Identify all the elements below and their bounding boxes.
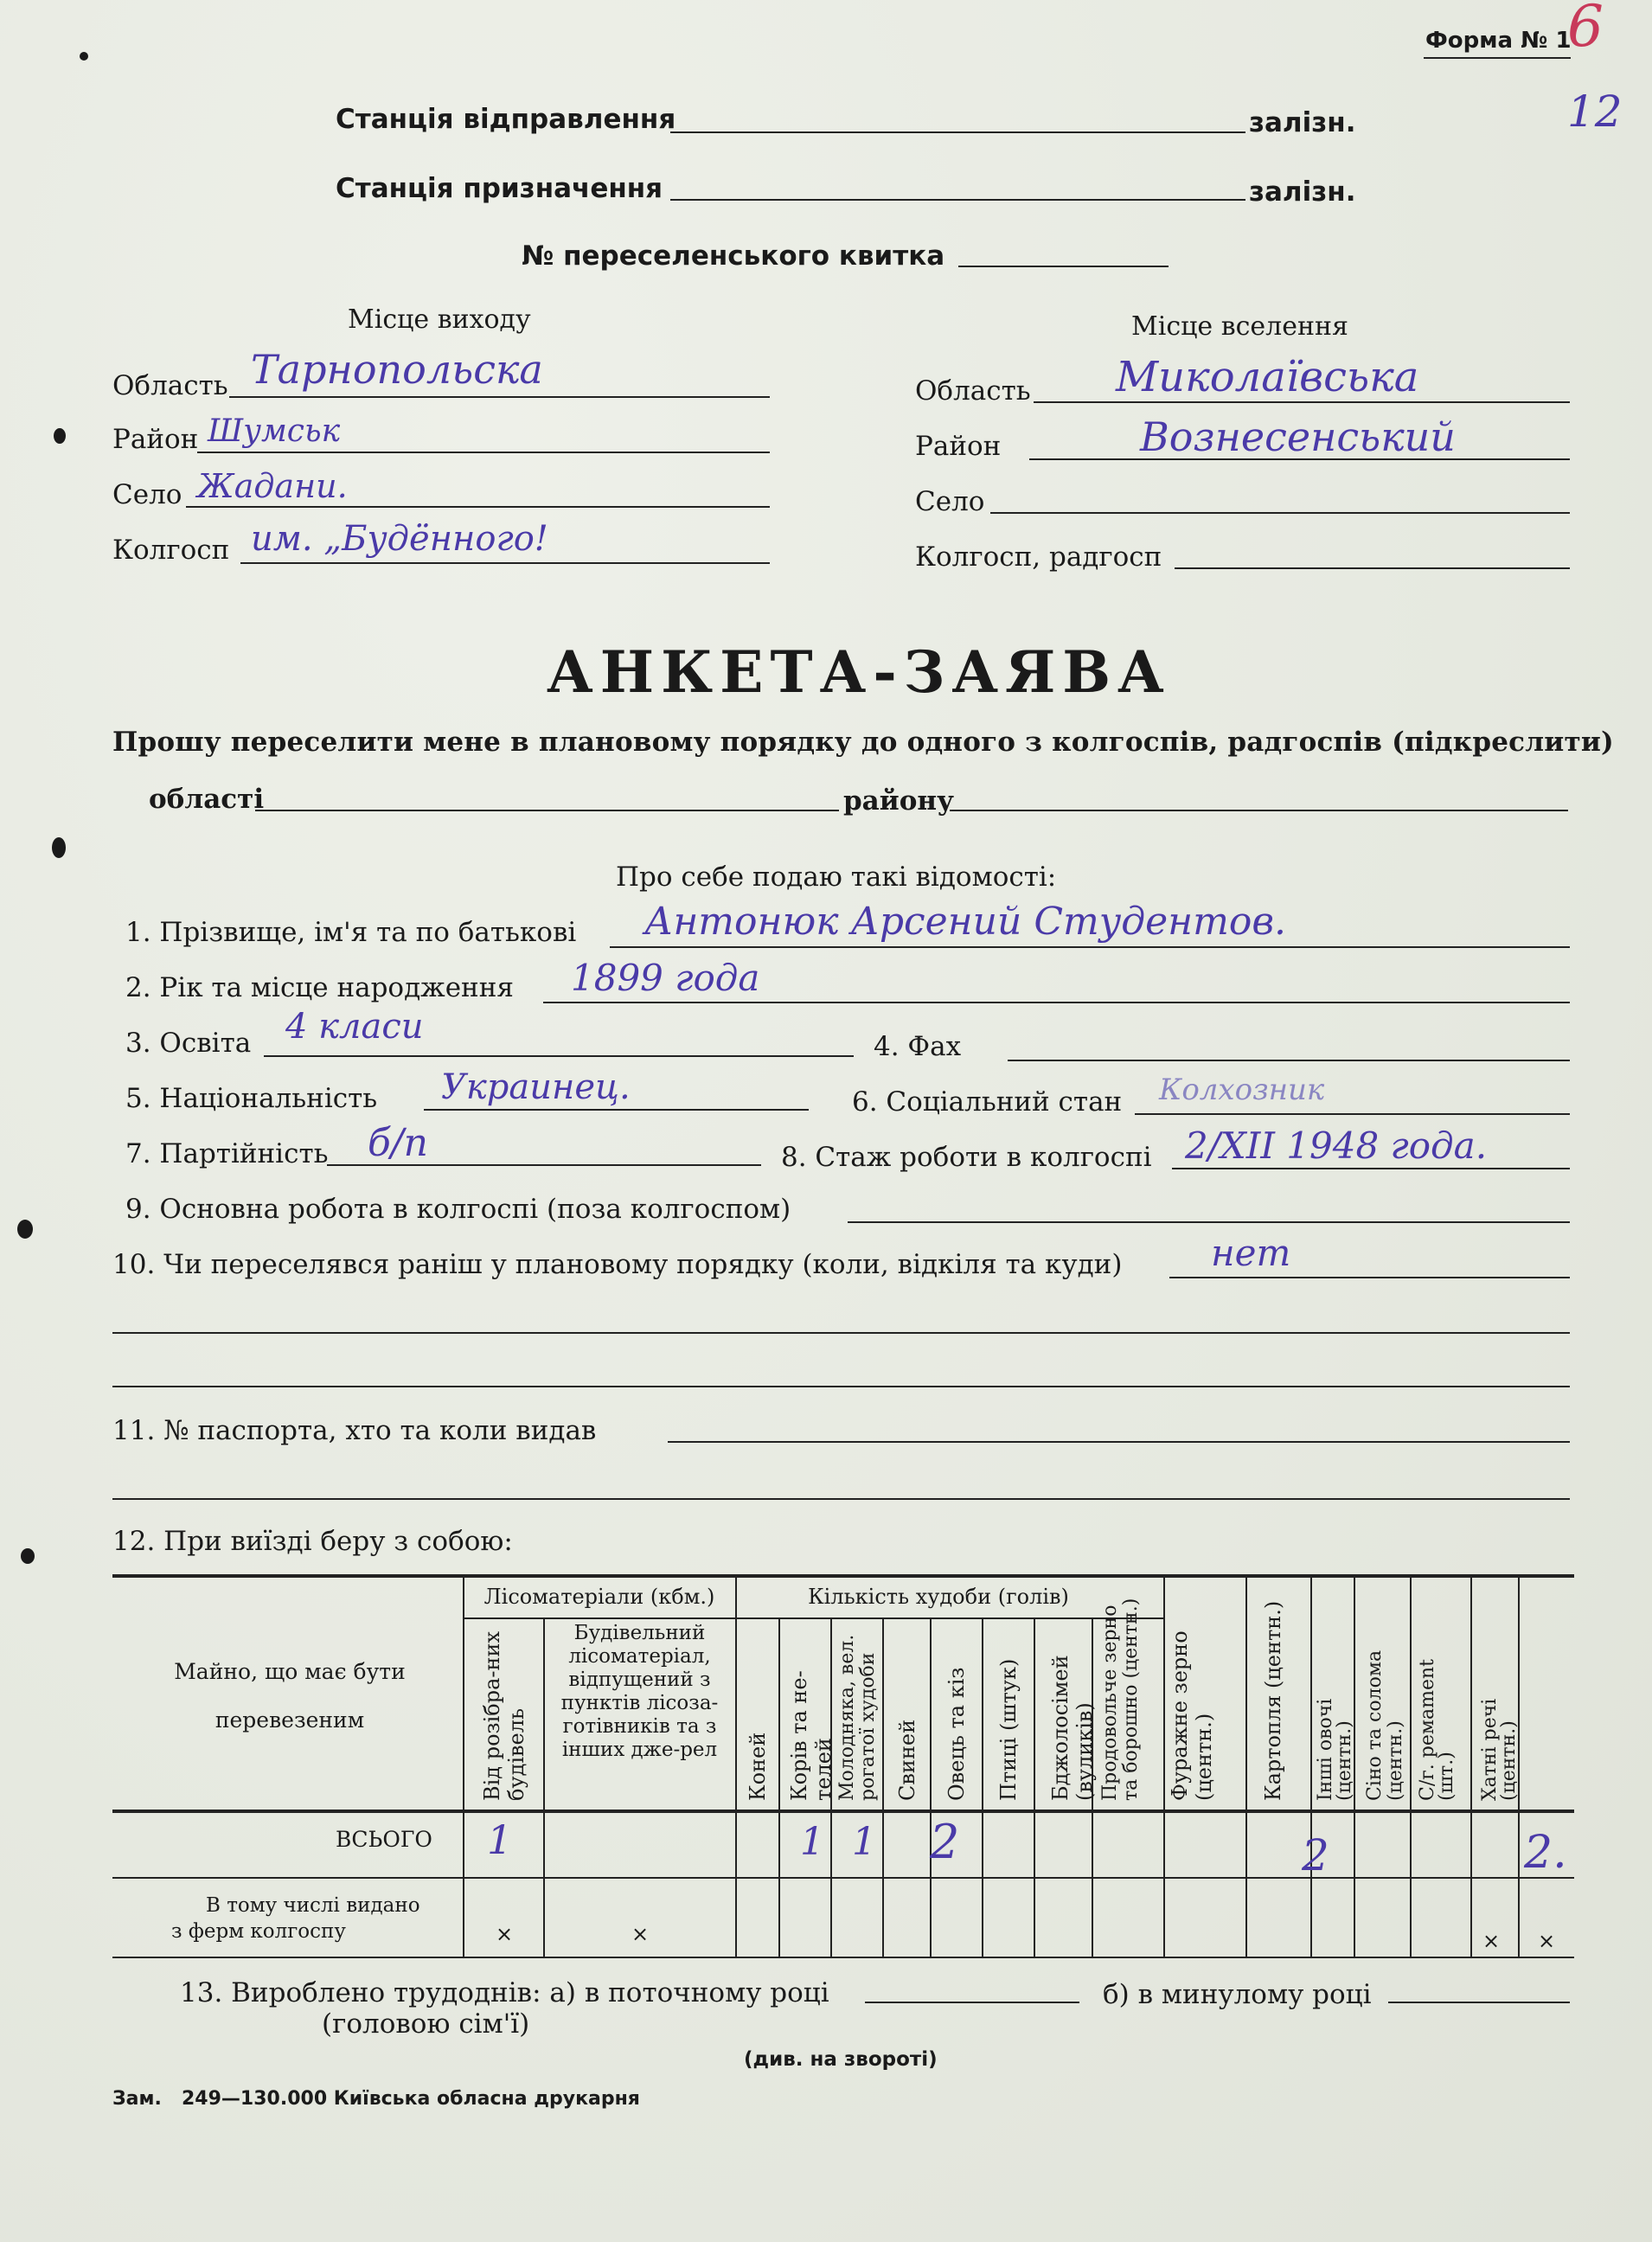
- origin-selo-value: Жадани.: [197, 467, 348, 505]
- printer-imprint: 249—130.000 Київська обласна друкарня: [182, 2088, 640, 2110]
- col-divider: [882, 1617, 884, 1958]
- col-fodder-header: Фуражне зерно (центн.): [1168, 1630, 1216, 1801]
- field-10-label: 10. Чи переселявся раніш у плановому порядку (коли, відкіля та куди): [112, 1249, 1123, 1280]
- col-divider: [1034, 1617, 1035, 1958]
- total-dismantled-value: 1: [487, 1816, 513, 1863]
- field-10-line: [1169, 1277, 1570, 1278]
- field-11-label: 11. № паспорта, хто та коли видав: [112, 1415, 597, 1446]
- farm-mark: ×: [631, 1922, 650, 1946]
- col-pigs-header: Свиней: [895, 1719, 919, 1801]
- col-divider: [1310, 1576, 1312, 1958]
- origin-kolhosp-label: Колгосп: [112, 535, 230, 566]
- origin-raion-value: Шумськ: [208, 413, 341, 449]
- row-total-label: ВСЬОГО: [336, 1827, 432, 1852]
- form-number: Форма № 1: [1425, 28, 1572, 54]
- request-oblast-line: [255, 810, 839, 811]
- workdays-prev-label: б) в минулому році: [1103, 1979, 1372, 2010]
- destination-raion-value: Вознесенський: [1140, 413, 1456, 460]
- request-oblast-label: області: [149, 784, 265, 815]
- livestock-group-header: Кількість худоби (голів): [808, 1585, 1069, 1609]
- total-pigs-value: 2: [930, 1815, 960, 1869]
- destination-kolhosp-line: [1175, 567, 1570, 569]
- form-suffix-handwritten: 6: [1567, 0, 1604, 60]
- origin-selo-line: [186, 506, 770, 508]
- field-2-value: 1899 года: [571, 957, 760, 999]
- col-divider: [778, 1617, 780, 1958]
- total-cows-value: 1: [800, 1820, 824, 1864]
- field-11-line-2: [112, 1498, 1570, 1500]
- col-cows-header: Корів та не-телей: [787, 1670, 836, 1801]
- punch-mark: [17, 1220, 33, 1239]
- resettlement-ticket-line: [958, 266, 1169, 267]
- destination-station-label: Станція призначення: [336, 173, 663, 204]
- field-7-label: 7. Партійність: [125, 1138, 329, 1169]
- punch-mark: [21, 1548, 35, 1564]
- row-farm-label-1: В тому числі видано: [206, 1894, 420, 1917]
- total-young-value: 1: [852, 1820, 876, 1864]
- field-3-label: 3. Освіта: [125, 1028, 252, 1059]
- origin-oblast-line: [229, 396, 770, 398]
- origin-kolhosp-line: [240, 562, 770, 564]
- col-horses-header: Коней: [746, 1732, 770, 1801]
- request-raion-label: району: [843, 785, 954, 817]
- farm-mark: ×: [1538, 1929, 1556, 1953]
- field-7-line: [327, 1164, 761, 1166]
- field-8-value: 2/XII 1948 года.: [1185, 1124, 1488, 1167]
- col-divider: [463, 1576, 464, 1958]
- col-divider: [1163, 1576, 1165, 1958]
- field-10-line-3: [112, 1386, 1570, 1387]
- col-property-header: Майно, що має бути перевезеним: [174, 1659, 406, 1733]
- field-10-line-2: [112, 1332, 1570, 1334]
- railway-label: залізн.: [1249, 176, 1356, 208]
- col-divider: [982, 1617, 983, 1958]
- origin-oblast-value: Тарнопольска: [251, 346, 543, 393]
- see-back-note: (див. на звороті): [744, 2048, 938, 2071]
- request-raion-line: [950, 810, 1568, 811]
- field-4-label: 4. Фах: [874, 1031, 962, 1062]
- total-potato-value: 2: [1302, 1830, 1329, 1880]
- destination-oblast-label: Область: [915, 375, 1031, 407]
- intro-text: Про себе подаю такі відомості:: [616, 862, 1057, 893]
- origin-heading: Місце виходу: [348, 304, 531, 335]
- field-7-value: б/п: [368, 1121, 429, 1165]
- field-5-label: 5. Національність: [125, 1083, 378, 1114]
- field-4-line: [1008, 1060, 1570, 1061]
- field-10-value: нет: [1211, 1232, 1291, 1274]
- col-tools-header: С/г. ремament (шт.): [1417, 1659, 1457, 1801]
- document-title: АНКЕТА-ЗАЯВА: [547, 638, 1171, 706]
- destination-station-line: [670, 199, 1245, 201]
- col-bees-header: Бджолосімей (вуликів): [1048, 1655, 1097, 1801]
- field-1-label: 1. Прізвище, ім'я та по батькові: [125, 917, 577, 948]
- field-1-line: [610, 946, 1570, 948]
- field-2-line: [543, 1002, 1570, 1003]
- farm-mark: ×: [1482, 1929, 1501, 1953]
- sheet-number-handwritten: 12: [1567, 86, 1623, 137]
- request-text: Прошу переселити мене в плановому порядку до одного з колгоспів, радгоспів (підкреслити): [112, 727, 1614, 758]
- printer-prefix: Зам.: [112, 2088, 162, 2110]
- punch-mark: [52, 837, 66, 858]
- col-sheep-header: Овець та кіз: [944, 1667, 969, 1801]
- destination-raion-line: [1029, 458, 1570, 460]
- total-household-value: 2.: [1524, 1827, 1567, 1879]
- col-grain-header: Продовольче зерно та борошно (центн.): [1099, 1598, 1142, 1801]
- origin-raion-label: Район: [112, 424, 199, 455]
- col-divider: [1470, 1576, 1472, 1958]
- resettlement-ticket-label: № переселенського квитка: [522, 240, 945, 272]
- col-dismantled-header: Від розібра-них будівель: [480, 1630, 528, 1801]
- field-6-label: 6. Соціальний стан: [852, 1086, 1123, 1118]
- field-11-line: [668, 1441, 1570, 1443]
- workdays-current-line: [865, 2002, 1079, 2003]
- punch-mark: [80, 52, 88, 61]
- col-young-header: Молодняка, вел. рогатої худоби: [836, 1634, 879, 1801]
- destination-raion-label: Район: [915, 431, 1002, 462]
- row-farm-label-2: з ферм колгоспу: [171, 1920, 346, 1943]
- col-household-header: Хатні речі (центн.): [1479, 1698, 1520, 1801]
- destination-heading: Місце вселення: [1131, 311, 1348, 342]
- col-birds-header: Птиці (штук): [996, 1658, 1021, 1801]
- field-1-value: Антонюк Арсений Студентов.: [644, 900, 1286, 944]
- col-potato-header: Картопля (центн.): [1261, 1600, 1285, 1801]
- field-9-line: [848, 1221, 1570, 1223]
- punch-mark: [54, 428, 66, 444]
- field-8-label: 8. Стаж роботи в колгоспі: [781, 1142, 1152, 1173]
- workdays-label: 13. Вироблено трудоднів: а) в поточному році: [180, 1977, 829, 2008]
- destination-oblast-line: [1034, 401, 1570, 403]
- field-8-line: [1172, 1168, 1570, 1169]
- col-hay-header: Сіно та солома (центн.): [1364, 1649, 1406, 1801]
- destination-selo-label: Село: [915, 486, 985, 517]
- destination-oblast-value: Миколаївська: [1116, 353, 1419, 401]
- workdays-sub: (головою сім'ї): [322, 2008, 530, 2040]
- workdays-prev-line: [1388, 2002, 1570, 2003]
- origin-raion-line: [197, 452, 770, 453]
- departure-station-line: [670, 131, 1245, 133]
- origin-oblast-label: Область: [112, 370, 228, 401]
- field-6-value: Колхозник: [1159, 1073, 1325, 1107]
- field-3-line: [264, 1055, 854, 1057]
- col-veg-header: Інші овочі (центн.): [1315, 1698, 1355, 1801]
- destination-kolhosp-label: Колгосп, радгосп: [915, 541, 1162, 573]
- col-divider: [1245, 1576, 1247, 1958]
- form-number-underline: [1424, 57, 1571, 59]
- field-9-label: 9. Основна робота в колгоспі (поза колгоспом): [125, 1194, 791, 1225]
- destination-selo-line: [990, 512, 1570, 514]
- departure-station-label: Станція відправлення: [336, 104, 676, 135]
- col-building-header: Будівельний лісоматеріал, відпущений з пунктів лісоза-готівників та з інших дже-рел: [560, 1622, 719, 1761]
- field-3-value: 4 класи: [285, 1007, 424, 1047]
- col-divider: [930, 1617, 932, 1958]
- field-5-value: Украинец.: [441, 1067, 631, 1107]
- col-divider: [735, 1576, 737, 1958]
- col-divider: [1410, 1576, 1412, 1958]
- timber-group-header: Лісоматеріали (кбм.): [483, 1585, 715, 1609]
- timber-group-divider: [463, 1617, 735, 1619]
- farm-mark: ×: [496, 1922, 514, 1946]
- field-12-label: 12. При виїзді беру з собою:: [112, 1526, 513, 1557]
- field-6-line: [1135, 1113, 1570, 1115]
- railway-label: залізн.: [1249, 107, 1356, 138]
- field-2-label: 2. Рік та місце народження: [125, 972, 514, 1003]
- origin-selo-label: Село: [112, 479, 182, 510]
- origin-kolhosp-value: им. „Будённого!: [251, 519, 548, 559]
- field-5-line: [424, 1109, 809, 1111]
- col-divider: [543, 1617, 545, 1958]
